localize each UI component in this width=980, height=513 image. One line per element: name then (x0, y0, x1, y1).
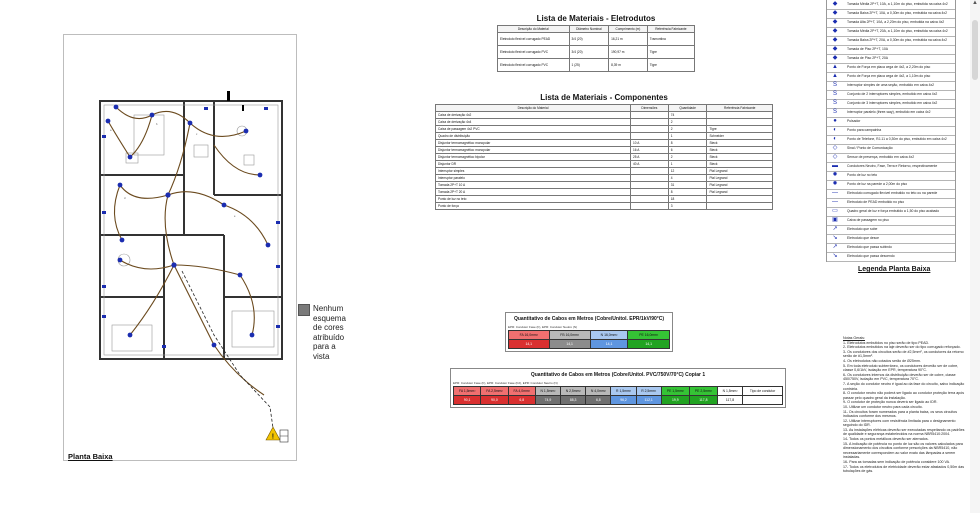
table-row (498, 46, 695, 59)
cell: 2 (668, 154, 707, 161)
cell: 16 A (631, 147, 669, 154)
cabos-epr-header: PE 16,0mm² (628, 331, 670, 340)
cell: 8 (668, 189, 707, 196)
cabos-pvc-value: 112,1 (636, 396, 661, 405)
color-scheme-note: Nenhum esquema de cores atribuído para a vista (313, 304, 346, 361)
note-line: 11- Os circuitos foram numerados para a planta baixa, os seus circuitos indicados conforme dos mesmos. (843, 409, 957, 419)
legend-label: Conjunto de 2 interruptores simples, embutido em caixa 4x2 (847, 91, 938, 96)
cabos-pvc-value: 117,8 (717, 396, 742, 405)
cabos-pvc-header: N 1,5mm² (717, 387, 742, 396)
componentes-header: Descrição do Material (436, 105, 631, 112)
cell: Caixa de derivação 4x2 (436, 112, 631, 119)
cell: Pial Legrand (707, 168, 773, 175)
switch-icon: S (832, 100, 837, 106)
note-line: 2- Eletrodutos embutidos na laje deverão ser do tipo corrugado reforçado. (843, 345, 961, 350)
legend-label: Ponto de Telefone, RJ-11 a 0,30m do piso, embutido em caixa 4x2 (847, 136, 947, 141)
cabos-pvc-header: FA 1,5mm² (454, 387, 481, 396)
cabos-epr-value: 14,1 (549, 340, 590, 349)
cell: 1 (25) (569, 59, 609, 72)
network-icon: ◇ (832, 145, 838, 151)
svg-text:e: e (234, 215, 236, 218)
cell: Tigre (647, 59, 694, 72)
cell: Caixa de passagem 4x2 PVC (436, 126, 631, 133)
cell: 18 (668, 196, 707, 203)
cabos-pvc-schedule[interactable] (450, 368, 786, 408)
cabos-pvc-title: Quantitativo de Cabos em Metros (Cobre/Unitol. PVC/750V/70°C) Copiar 1 (530, 372, 706, 378)
table-row (436, 182, 773, 189)
cabos-pvc-value (743, 396, 783, 405)
cell: Tigre (707, 126, 773, 133)
legend-label: Ponto de luz no teto (847, 172, 878, 177)
cell (631, 175, 669, 182)
outlet-icon: ◆ (832, 46, 838, 52)
table-row (436, 140, 773, 147)
legend-label: Tomada Alta 2P+T, 10A, a 2,20m do piso, embutida na caixa 4x2 (847, 19, 945, 24)
note-line: 7- A seção do condutor neutro é igual ao da fase do circuito, salvo indicação contrária. (843, 381, 965, 391)
cell: Tramontina (647, 33, 694, 46)
cell (631, 182, 669, 189)
legend-label: Tomada Média 2P+T, 20A, a 1,10m do piso, embutida na caixa 4x2 (847, 28, 948, 33)
table-row (436, 119, 773, 126)
switch-icon: S (832, 91, 837, 97)
cell (707, 203, 773, 210)
cell: Schneider (707, 133, 773, 140)
note-line: 14- Todos os pontos metálicos deverão ser aterrados. (843, 437, 929, 442)
note-line: 16- Para as tomadas sem indicação de potência considere 100 VA. (843, 460, 951, 465)
cabos-epr-schedule[interactable] (505, 312, 673, 352)
cabos-epr-value: 14,1 (590, 340, 628, 349)
conduit-icon: ↘ (832, 253, 838, 259)
plan-title: Planta Baixa (68, 452, 113, 461)
cell: 25 A (631, 154, 669, 161)
cell: 3/4 (20) (569, 46, 609, 59)
cell: Interruptor simples (436, 168, 631, 175)
cabos-pvc-value: 90,1 (454, 396, 481, 405)
cell: 6 (668, 147, 707, 154)
cell: 4 (668, 175, 707, 182)
floor-plan-drawing (64, 35, 296, 460)
legend-label: Condutores Neutro, Fase, Terra e Retorno, respectivamente (847, 163, 938, 168)
outlet-icon: ◆ (832, 10, 838, 16)
conduit-icon: — (832, 190, 838, 196)
cell: Tomada 2P+T 10 A (436, 182, 631, 189)
svg-text:!: ! (271, 433, 275, 441)
cell: 40 A (631, 161, 669, 168)
componentes-table (435, 104, 773, 210)
legend-label: Eletroduto que passa descendo (847, 253, 895, 258)
cabos-epr-value: 14,1 (509, 340, 550, 349)
legend-row (827, 252, 955, 262)
cabos-pvc-note: EPR: Condutor Fase (F), EPR: Condutor Fase (F2), EPR: Condutor Neutro (N) (453, 381, 558, 385)
eletrodutos-header: Descrição do Material (498, 26, 570, 33)
cell: Eletroduto flexível corrugado PVC (498, 46, 570, 59)
eletrodutos-header: Comprimento (m) (609, 26, 648, 33)
table-row (498, 33, 695, 46)
note-line: 3- Os condutores dos circuitos serão de #2,5mm², os condutores da retorno serão de #1,5mm². (843, 349, 964, 359)
legend-label: Conjunto de 3 interruptores simples, embutido em caixa 4x2 (847, 100, 938, 105)
legend-label: Caixa de passagem no piso (847, 217, 889, 222)
cell: 74 (668, 112, 707, 119)
table-row (498, 59, 695, 72)
cell: 12 (668, 168, 707, 175)
panel-icon: ▬ (832, 163, 838, 169)
legend-label: Eletroduto que passa subindo (847, 244, 892, 249)
legend-label: Eletroduto que sobe (847, 226, 878, 231)
eletrodutos-schedule[interactable] (497, 14, 695, 72)
cell: Steck (707, 161, 773, 168)
legend-label: Tomada Baixa 2P+T, 20A, a 0,30m do piso, embutida na caixa 4x2 (847, 37, 947, 42)
cabos-pvc-header: FA 2,5mm² (481, 387, 508, 396)
cell: Pial Legrand (707, 189, 773, 196)
power-point-icon: ▲ (832, 73, 838, 79)
legend-label: Ponto para campainha (847, 127, 882, 132)
cell: Disjuntor termomagnético bipolar (436, 154, 631, 161)
cell: 16,21 m (609, 33, 648, 46)
note-line: 6- Os condutores internos da distribuição deverão ser de cobre, classe 450/750V, isolação em PVC, temperatura 70°C. (843, 372, 956, 382)
table-row (436, 189, 773, 196)
cell: 2 (668, 119, 707, 126)
outlet-icon: ◆ (832, 55, 838, 61)
svg-text:c: c (196, 133, 198, 136)
cell: Ponto de luz no teto (436, 196, 631, 203)
table-row (436, 175, 773, 182)
cell (631, 112, 669, 119)
cabos-pvc-header: N 4,0mm² (586, 387, 611, 396)
cabos-pvc-header: N 2,5mm² (561, 387, 586, 396)
cabos-epr-header: N 16,0mm² (590, 331, 628, 340)
cabos-epr-title: Quantitativo de Cabos em Metros (Cobre/Unitol. EPR/1kV/90°C) (513, 316, 665, 322)
conduit-icon: ↗ (832, 244, 838, 250)
svg-text:a: a (110, 129, 112, 132)
scroll-up-icon[interactable]: ▲ (972, 0, 978, 6)
cell: 1 (668, 161, 707, 168)
table-row (436, 196, 773, 203)
legend-label: Tomada de Piso 2P+T, 10A (847, 46, 888, 51)
table-row (436, 168, 773, 175)
conduit-icon: ↗ (832, 226, 838, 232)
legend-label: Eletroduto de PEAD embutido no piso (847, 199, 905, 204)
legend-label: Tomada Média 2P+T, 10A, a 1,10m do piso, embutida na caixa 4x2 (847, 1, 948, 6)
outlet-icon: ◆ (832, 28, 838, 34)
cabos-epr-table (508, 330, 670, 349)
light-icon: ✹ (832, 172, 838, 178)
cell (707, 119, 773, 126)
componentes-header: Dimensões (631, 105, 669, 112)
table-row (436, 161, 773, 168)
scrollbar-thumb[interactable] (972, 20, 978, 80)
switch-icon: S (832, 109, 837, 115)
floor-plan-view[interactable] (63, 34, 297, 461)
cabos-epr-header: FB 16,0mm² (549, 331, 590, 340)
cell: 3 (668, 203, 707, 210)
eletrodutos-header: Referência Fabricante (647, 26, 694, 33)
phone-icon: ◐ (833, 136, 837, 142)
cabos-pvc-value: 74,9 (535, 396, 560, 405)
cell: 10 A (631, 140, 669, 147)
cell: 8 (668, 140, 707, 147)
cell: Interruptor paralelo (436, 175, 631, 182)
cabos-pvc-table (453, 386, 783, 405)
legend-label: Eletroduto que desce (847, 235, 880, 240)
note-line: 9- O condutor de proteção nunca deverá ser ligado ao IDR. (843, 400, 938, 405)
componentes-header: Quantidade (668, 105, 707, 112)
componentes-schedule[interactable] (435, 93, 773, 210)
table-row (436, 133, 773, 140)
cabos-pvc-header: N 1,5mm² (535, 387, 560, 396)
outlet-icon: ◆ (832, 37, 838, 43)
cell: Tomada 2P+T 20 A (436, 189, 631, 196)
cell: 3/4 (20) (569, 33, 609, 46)
legend-label: Ponto de luz na parede a 2,00m do piso (847, 181, 908, 186)
cell (631, 196, 669, 203)
svg-text:f: f (182, 277, 183, 280)
componentes-header: Referência Fabricante (707, 105, 773, 112)
cell (707, 112, 773, 119)
button-icon: ● (833, 118, 837, 124)
legend-label: Eletroduto corrugado flexível embutido no teto ou na parede (847, 190, 938, 195)
cabos-pvc-value: 117,8 (689, 396, 717, 405)
legend-label: Ponto de Força em placa cega de 4x2, a 2,20m do piso (847, 64, 931, 69)
cell: Eletroduto flexível corrugado PVC (498, 59, 570, 72)
cell: 8,39 m (609, 59, 648, 72)
cabos-pvc-value: 88,3 (561, 396, 586, 405)
legend-title: Legenda Planta Baixa (858, 266, 931, 273)
table-row (436, 154, 773, 161)
box-icon: ▣ (832, 217, 838, 223)
light-icon: ✹ (832, 181, 838, 187)
legend-label: Quadro geral de luz e força embutido a 1,50 do piso acabado (847, 208, 940, 213)
cell: Pial Legrand (707, 182, 773, 189)
cell: Steck (707, 140, 773, 147)
legend-label: Interruptor simples de uma seção, embutido em caixa 4x2 (847, 82, 935, 87)
table-row (436, 112, 773, 119)
eletrodutos-table (497, 25, 695, 72)
componentes-title: Lista de Materiais - Componentes (540, 93, 668, 102)
cell: Disjuntor termomagnético monopolar (436, 140, 631, 147)
cell (631, 203, 669, 210)
outlet-icon: ◆ (832, 1, 838, 7)
legend-table[interactable] (826, 0, 956, 262)
legend-label: Sensor de presença, embutido em caixa 4x2 (847, 154, 915, 159)
cabos-epr-note: EPR: Condutor Fase (F), EPR: Condutor Neutro (N) (508, 325, 578, 329)
cell (631, 189, 669, 196)
cabos-pvc-header: R 2,5mm² (636, 387, 661, 396)
note-line: 8- O condutor neutro não poderá ser ligado ao condutor proteção terra após passar pelo quadro geral da instalação. (843, 391, 965, 400)
legend-label: Interruptor paralelo (three-way), embutido em caixa 4x2 (847, 109, 931, 114)
legend-label: Tomada Baixa 2P+T, 10A, a 0,30m do piso, embutida na caixa 4x2 (847, 10, 947, 15)
cabos-pvc-value: 6,8 (586, 396, 611, 405)
power-point-icon: ▲ (832, 64, 838, 70)
cell: Steck (707, 154, 773, 161)
cell (631, 168, 669, 175)
cell: Tigre (647, 46, 694, 59)
outlet-icon: ◆ (832, 19, 838, 25)
general-notes (843, 336, 968, 474)
cell: Caixa de derivação 4x4 (436, 119, 631, 126)
cabos-pvc-value: 19,9 (661, 396, 689, 405)
cell (631, 126, 669, 133)
cabos-pvc-header: R 1,5mm² (611, 387, 636, 396)
cabos-pvc-header: PE 1,5mm² (661, 387, 689, 396)
note-line: 5- Em toda eletroduto subterrâneo, os condutores deverão ser de cobre, classe 0,6/1kV, isolação em EPR, temperatura 90°C. (843, 363, 959, 373)
eletrodutos-title: Lista de Materiais - Eletrodutos (536, 14, 656, 23)
cell: Disjuntor DR (436, 161, 631, 168)
cell: Disjuntor termomagnético monopolar (436, 147, 631, 154)
cabos-epr-value: 14,1 (628, 340, 670, 349)
legend-label: Ponto de Força em placa cega de 4x2, a 1,10m do piso (847, 73, 931, 78)
cell (631, 133, 669, 140)
cabos-pvc-header: PE 2,5mm² (689, 387, 717, 396)
network-icon: ◇ (832, 154, 838, 160)
eletrodutos-header: Diâmetro Nominal (569, 26, 609, 33)
legend-label: Pulsador (847, 118, 861, 123)
cell: Steck (707, 147, 773, 154)
note-line: 1- Eletrodutos embutidos no piso serão de tipo PEAD. (843, 340, 930, 345)
cell: Eletroduto flexível corrugado PEAD (498, 33, 570, 46)
color-scheme-swatch (298, 304, 310, 316)
svg-text:d: d (124, 197, 126, 200)
cabos-epr-header: FA 16,0mm² (509, 331, 550, 340)
switch-icon: S (832, 82, 837, 88)
cell: 1 (668, 133, 707, 140)
cell: Ponto de força (436, 203, 631, 210)
note-line: 10- Utilizar um condutor neutro para cada circuito. (843, 404, 923, 409)
cabos-pvc-value: 6,8 (508, 396, 535, 405)
notes-title: Notas Gerais: (843, 336, 865, 340)
cell (707, 196, 773, 203)
cabos-pvc-header: FA 4,0mm² (508, 387, 535, 396)
legend-label: Sinal / Ponto de Comunicação (847, 145, 893, 150)
conduit-icon: ↘ (832, 235, 838, 241)
cabos-pvc-value: 90,0 (481, 396, 508, 405)
board-icon: ▭ (832, 208, 838, 214)
table-row (436, 147, 773, 154)
legend-label: Tomada de Piso 2P+T, 20A (847, 55, 888, 60)
note-line: 15- A indicação de potência no ponto de luz são os valores calculados para dimensionamento dos circuitos conforme prescrições da NBR5410, não necessariamente correspondem ao valor exato das lâmpadas a serem instaladas. (843, 441, 963, 460)
cabos-pvc-header: Tipo de condutor (743, 387, 783, 396)
note-line: 12- Utilizar interruptores com resistência limitada para o designamento seguindo do IDR. (843, 418, 956, 428)
note-line: 13- As instalações elétricas deverão ser executadas respeitando os padrões de qualidade e segurança estabelecidos na norma NBR5410:2004. (843, 427, 965, 437)
cell: 31 (668, 182, 707, 189)
note-line: 17- Todos os eletrodutos de eletricidade deverão estar afastados 0,50m das tubulações de gás. (843, 464, 964, 474)
cell: Pial Legrand (707, 175, 773, 182)
table-row (436, 203, 773, 210)
cell: Quadro de distribuição (436, 133, 631, 140)
cell: 2 (668, 126, 707, 133)
cell: 190,97 m (609, 46, 648, 59)
cell (631, 119, 669, 126)
note-line: 4- Os eletrodutos não cotados serão de Ø25mm. (843, 358, 921, 363)
cabos-pvc-value: 96,2 (611, 396, 636, 405)
table-row (436, 126, 773, 133)
conduit-icon: — (832, 199, 838, 205)
svg-text:b: b (156, 123, 158, 126)
phone-icon: ◐ (833, 127, 837, 133)
